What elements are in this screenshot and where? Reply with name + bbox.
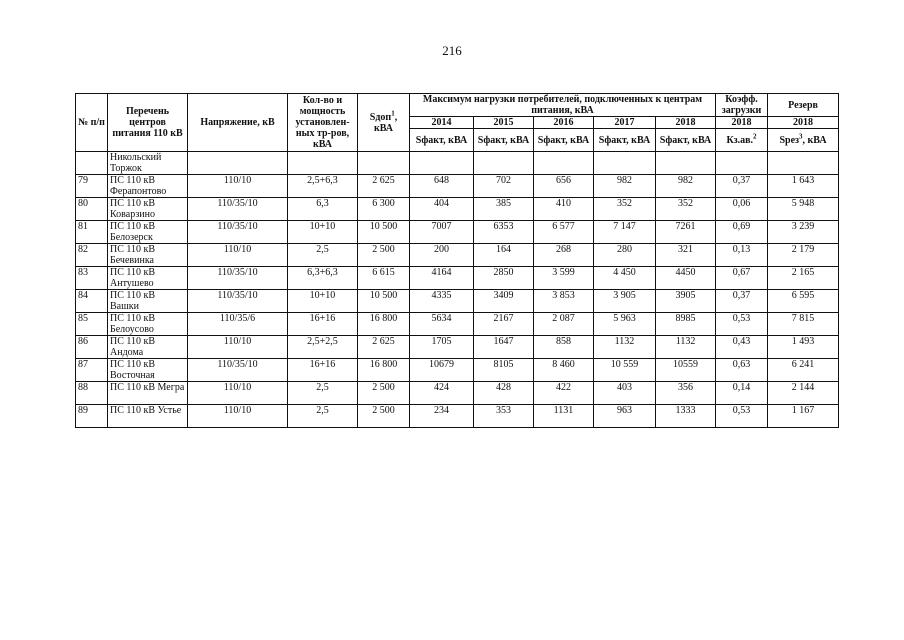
cell-2017: 280 [594,244,656,267]
cell-reserve: 6 595 [768,290,839,313]
cell-voltage: 110/10 [188,336,288,359]
cell-2016: 3 853 [534,290,594,313]
cell-sdop: 2 500 [358,382,410,405]
cell-2015: 385 [474,198,534,221]
cell-num: 79 [76,175,108,198]
header-reserve-year: 2018 [768,117,839,129]
cell-num: 85 [76,313,108,336]
header-sfakt: Sфакт, кВА [534,129,594,152]
cell-voltage [188,152,288,175]
cell-reserve: 1 493 [768,336,839,359]
header-center: Перечень центров питания 110 кВ [108,94,188,152]
header-srez [768,129,839,152]
table-row [76,221,839,244]
cell-reserve: 2 144 [768,382,839,405]
header-sdop-unit: , кВА [373,111,398,134]
cell-2014: 200 [410,244,474,267]
cell-voltage: 110/35/10 [188,198,288,221]
cell-2017: 963 [594,405,656,428]
page-number: 216 [442,43,462,58]
cell-voltage: 110/35/10 [188,267,288,290]
cell-2016: 2 087 [534,313,594,336]
cell-transformers: 16+16 [288,359,358,382]
cell-2018: 321 [656,244,716,267]
cell-2018: 8985 [656,313,716,336]
cell-2014: 234 [410,405,474,428]
header-sdop-main: Sдоп [369,111,392,123]
cell-2015: 164 [474,244,534,267]
header-sfakt: Sфакт, кВА [656,129,716,152]
header-sdop [358,94,410,152]
table-row [76,244,839,267]
cell-coef: 0,06 [716,198,768,221]
cell-2016: 410 [534,198,594,221]
header-kzav [716,129,768,152]
cell-coef: 0,14 [716,382,768,405]
cell-reserve: 6 241 [768,359,839,382]
cell-2017: 982 [594,175,656,198]
cell-sdop: 6 300 [358,198,410,221]
cell-2018: 352 [656,198,716,221]
cell-transformers: 2,5 [288,382,358,405]
table-row [76,336,839,359]
cell-2014: 10679 [410,359,474,382]
cell-2018: 1132 [656,336,716,359]
cell-coef: 0,37 [716,290,768,313]
header-sfakt: Sфакт, кВА [474,129,534,152]
cell-sdop: 2 500 [358,405,410,428]
cell-coef: 0,37 [716,175,768,198]
cell-2018: 982 [656,175,716,198]
table-row [76,198,839,221]
cell-2014: 648 [410,175,474,198]
cell-reserve: 2 165 [768,267,839,290]
cell-2016: 6 577 [534,221,594,244]
cell-reserve: 7 815 [768,313,839,336]
cell-2018: 3905 [656,290,716,313]
cell-2015: 3409 [474,290,534,313]
cell-reserve: 1 643 [768,175,839,198]
cell-2017: 352 [594,198,656,221]
cell-sdop: 2 625 [358,336,410,359]
cell-voltage: 110/10 [188,405,288,428]
header-sfakt: Sфакт, кВА [594,129,656,152]
table-row [76,405,839,428]
table-body [76,152,839,428]
cell-transformers: 6,3 [288,198,358,221]
cell-transformers: 2,5+2,5 [288,336,358,359]
cell-2014: 7007 [410,221,474,244]
cell-sdop: 10 500 [358,290,410,313]
table-row [76,175,839,198]
cell-2017: 4 450 [594,267,656,290]
cell-num: 82 [76,244,108,267]
table-row [76,290,839,313]
cell-2016: 3 599 [534,267,594,290]
cell-2014: 5634 [410,313,474,336]
cell-2015: 353 [474,405,534,428]
cell-reserve: 1 167 [768,405,839,428]
header-reserve: Резерв [768,94,839,117]
cell-2018: 7261 [656,221,716,244]
cell-2014: 4335 [410,290,474,313]
table-row [76,313,839,336]
cell-reserve: 5 948 [768,198,839,221]
cell-num: 89 [76,405,108,428]
cell-voltage: 110/35/10 [188,359,288,382]
cell-transformers: 16+16 [288,313,358,336]
cell-sdop: 2 625 [358,175,410,198]
cell-num: 83 [76,267,108,290]
cell-2014: 424 [410,382,474,405]
cell-num: 86 [76,336,108,359]
cell-2016: 1131 [534,405,594,428]
cell-2014: 404 [410,198,474,221]
header-year-2017: 2017 [594,117,656,129]
header-kzav-main: Кз.ав. [726,134,754,146]
cell-name: ПС 110 кВ Белоусово [108,313,188,336]
cell-sdop: 16 800 [358,313,410,336]
cell-2015: 702 [474,175,534,198]
cell-name: ПС 110 кВ Мегра [108,382,188,405]
cell-2015: 8105 [474,359,534,382]
cell-voltage: 110/35/6 [188,313,288,336]
cell-name: Никольский Торжок [108,152,188,175]
header-year-2016: 2016 [534,117,594,129]
cell-voltage: 110/35/10 [188,290,288,313]
cell-coef: 0,53 [716,405,768,428]
cell-coef: 0,53 [716,313,768,336]
cell-2017 [594,152,656,175]
cell-num: 84 [76,290,108,313]
cell-coef: 0,63 [716,359,768,382]
cell-voltage: 110/35/10 [188,221,288,244]
cell-coef: 0,69 [716,221,768,244]
cell-2016 [534,152,594,175]
cell-2017: 1132 [594,336,656,359]
header-srez-unit: , кВА [802,134,827,146]
cell-sdop: 10 500 [358,221,410,244]
cell-coef [716,152,768,175]
header-num: № п/п [76,94,108,152]
cell-voltage: 110/10 [188,244,288,267]
cell-coef: 0,43 [716,336,768,359]
cell-sdop: 2 500 [358,244,410,267]
cell-2018: 356 [656,382,716,405]
cell-transformers: 6,3+6,3 [288,267,358,290]
cell-2016: 268 [534,244,594,267]
header-sfakt: Sфакт, кВА [410,129,474,152]
header-year-2014: 2014 [410,117,474,129]
table-row [76,359,839,382]
cell-transformers: 10+10 [288,221,358,244]
cell-2016: 8 460 [534,359,594,382]
cell-transformers: 2,5+6,3 [288,175,358,198]
cell-2016: 858 [534,336,594,359]
cell-2015: 1647 [474,336,534,359]
header-srez-sup: 3 [799,132,803,141]
header-max-load: Максимум нагрузки потребителей, подключенных к центрам питания, кВА [410,94,716,117]
header-coef-year: 2018 [716,117,768,129]
table-row [76,152,839,175]
cell-reserve: 3 239 [768,221,839,244]
header-sdop-sup: 1 [391,109,395,118]
cell-name: ПС 110 кВ Восточная [108,359,188,382]
cell-num: 87 [76,359,108,382]
cell-name: ПС 110 кВ Ферапонтово [108,175,188,198]
table-row [76,267,839,290]
cell-2018: 10559 [656,359,716,382]
cell-2017: 5 963 [594,313,656,336]
cell-2018: 1333 [656,405,716,428]
header-transformers: Кол-во и мощность установлен-ных тр-ров, кВА [288,94,358,152]
cell-2014 [410,152,474,175]
cell-2014: 1705 [410,336,474,359]
cell-name: ПС 110 кВ Андома [108,336,188,359]
cell-transformers: 2,5 [288,244,358,267]
header-srez-main: Sрез [779,134,800,146]
cell-2015: 2167 [474,313,534,336]
cell-name: ПС 110 кВ Антушево [108,267,188,290]
cell-name: ПС 110 кВ Коварзино [108,198,188,221]
cell-voltage: 110/10 [188,382,288,405]
cell-2015: 428 [474,382,534,405]
cell-transformers: 10+10 [288,290,358,313]
cell-transformers: 2,5 [288,405,358,428]
header-year-2018: 2018 [656,117,716,129]
cell-sdop: 16 800 [358,359,410,382]
cell-2018: 4450 [656,267,716,290]
cell-2018 [656,152,716,175]
header-kzav-sup: 2 [753,132,757,141]
cell-name: ПС 110 кВ Вашки [108,290,188,313]
cell-2017: 3 905 [594,290,656,313]
substation-load-table [75,93,839,428]
cell-num: 80 [76,198,108,221]
cell-2017: 10 559 [594,359,656,382]
cell-reserve: 2 179 [768,244,839,267]
cell-coef: 0,67 [716,267,768,290]
cell-transformers [288,152,358,175]
cell-2016: 656 [534,175,594,198]
cell-sdop [358,152,410,175]
table-row [76,382,839,405]
cell-num [76,152,108,175]
cell-2016: 422 [534,382,594,405]
cell-2017: 403 [594,382,656,405]
cell-2014: 4164 [410,267,474,290]
cell-2015: 6353 [474,221,534,244]
header-year-2015: 2015 [474,117,534,129]
cell-sdop: 6 615 [358,267,410,290]
cell-2017: 7 147 [594,221,656,244]
header-coef: Коэфф. загрузки [716,94,768,117]
cell-num: 81 [76,221,108,244]
header-voltage: Напряжение, кВ [188,94,288,152]
cell-2015 [474,152,534,175]
cell-reserve [768,152,839,175]
cell-name: ПС 110 кВ Белозерск [108,221,188,244]
cell-2015: 2850 [474,267,534,290]
cell-num: 88 [76,382,108,405]
cell-voltage: 110/10 [188,175,288,198]
cell-coef: 0,13 [716,244,768,267]
cell-name: ПС 110 кВ Устье [108,405,188,428]
cell-name: ПС 110 кВ Бечевинка [108,244,188,267]
